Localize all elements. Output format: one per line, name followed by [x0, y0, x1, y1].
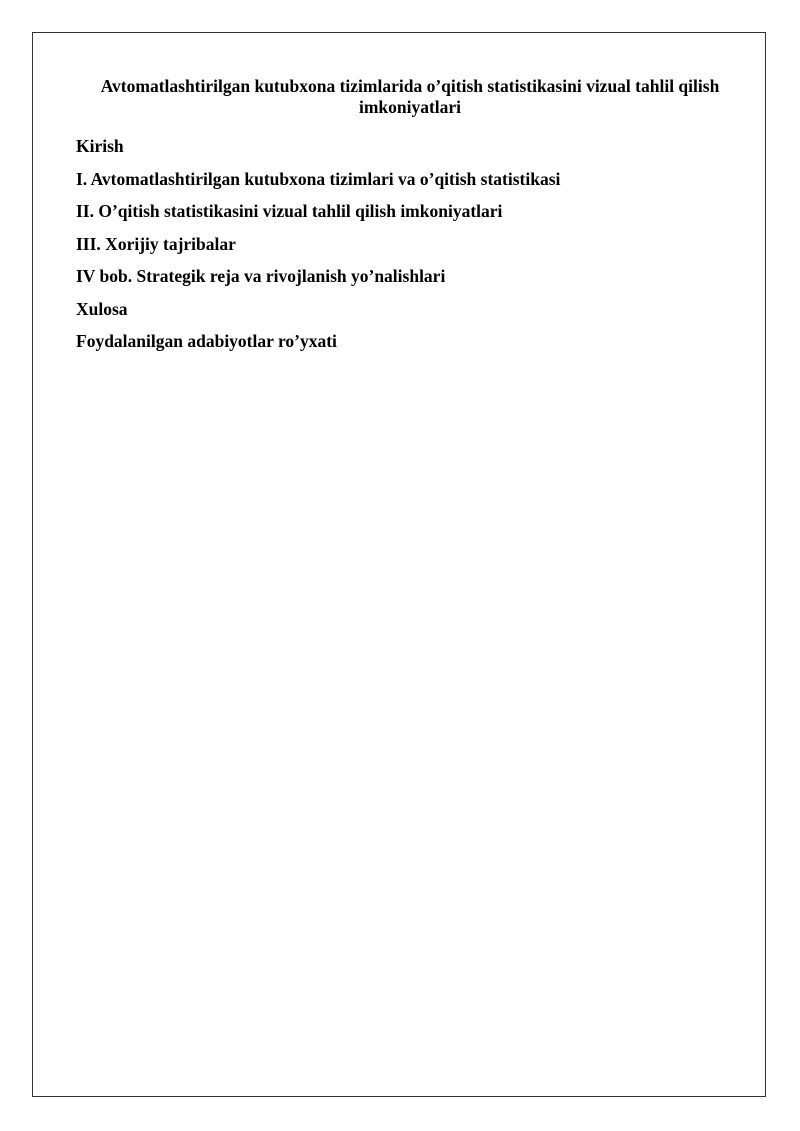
toc-item-chapter-3: III. Xorijiy tajribalar [76, 233, 236, 254]
page-content [76, 76, 744, 364]
toc-item-introduction: Kirish [76, 136, 124, 156]
toc-item-chapter-4: IV bob. Strategik reja va rivojlanish yo’nalishlari [76, 266, 446, 286]
toc-item-chapter-2: II. O’qitish statistikasini vizual tahlil qilish imkoniyatlari [76, 201, 503, 221]
toc-item-references: Foydalanilgan adabiyotlar ro’yxati [76, 331, 337, 351]
toc-item-chapter-1: I. Avtomatlashtirilgan kutubxona tizimlari va o’qitish statistikasi [76, 168, 561, 189]
table-of-contents [76, 136, 744, 352]
document-title: Avtomatlashtirilgan kutubxona tizimlarida o’qitish statistikasini vizual tahlil qilish imkoniyatlari [100, 76, 720, 117]
toc-item-conclusion: Xulosa [76, 298, 128, 319]
